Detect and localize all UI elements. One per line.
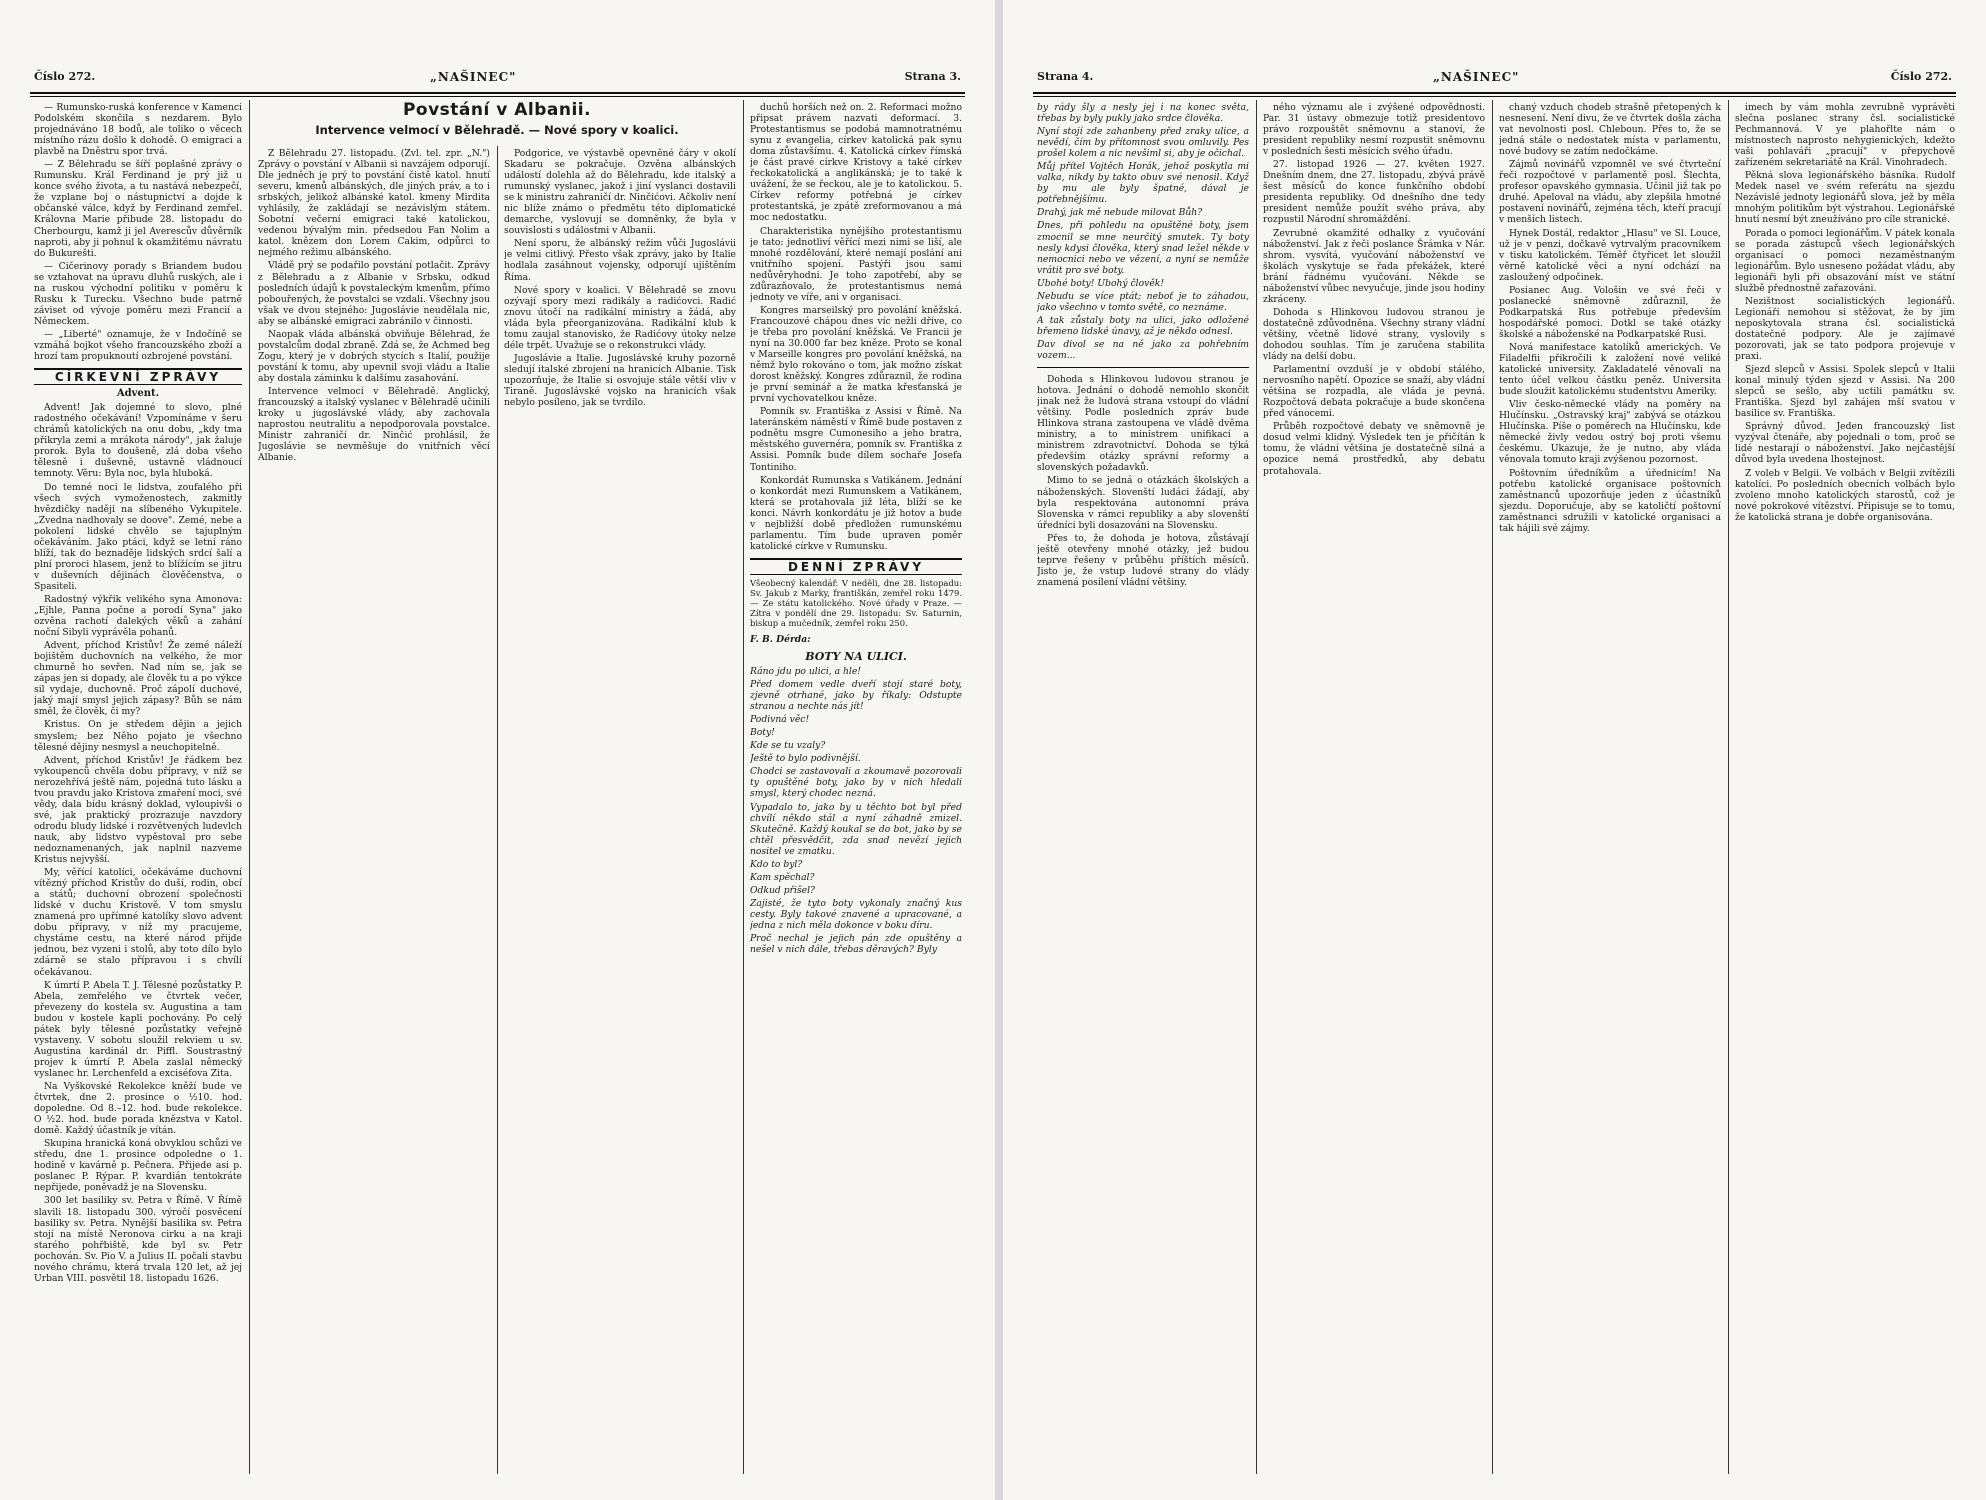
religious-news xyxy=(750,102,962,552)
news-item: Dohoda s Hlinkovou ludovou stranou je hotova. Jednání o dohodě nemohlo skončit jinak než že ludová strana vstoupí do vládní většiny. Podle posledních zpráv bude Hlinkova strana zastoupena ve vládě dvěma ministry, a to ministrem unifikací a ministrem zdravotnictví. Dohoda se týká především otázky správní reformy a slovenských požadavků. xyxy=(1037,374,1249,474)
article-paragraph: Podgorice, ve výstavbě opevněné čáry v okolí Skadaru se pokračuje. Ozvěna albánských událostí dolehla až do Bělehradu, kde italský a rumunský vyslanec, jakož i jiní vyslanci dostavili se k ministru zahraničí dr. Ninčićovi. Ačkoliv není nic blíže známo o předmětu této diplomatické demarche, vyslovují se domněnky, že byla v souvislosti s událostmi v Albanii. xyxy=(504,148,736,237)
column-rule xyxy=(249,100,250,1474)
article-paragraph: Z Bělehradu 27. listopadu. (Zvl. tel. zpr. „N.") Zprávy o povstání v Albanii si navzájem odporují. Dle jedněch je prý to povstání čistě katol. hnutí severu, kmenů albánských, dle jiných práv, a to i srbských, jelikož albánské katol. kmeny Mirdita vyhlásily, že zakládají se nezávislým státem. Sobotní večerní emigraci také katolickou, vedenou bývalým min. předsedou Fan Nolim a katol. knězem don Lorem Cakim, odpůrci to nejmého režimu albánského. xyxy=(258,148,490,259)
lead-headline: Povstání v Albanii. xyxy=(402,100,592,120)
poem-line: Ráno jdu po ulici, a hle! xyxy=(750,666,861,678)
advent-paragraph: Advent, příchod Kristův! Že zemé náleží bojištěm duchovních na velkého, že mor chmurně ho sevřen. Nad ním se, jak se zápas jen si dopady, ale člověk tu a po výkce sil vydaje, duchovně. Proč zápolí duchové, jaký mají smysl jejich zápasy? Bůh se nám směl, že člověk, či my? xyxy=(34,640,242,718)
masthead-title: „NAŠINEC" xyxy=(430,70,517,84)
masthead-title: „NAŠINEC" xyxy=(1433,70,1520,84)
article-paragraph: Naopak vláda albánská obviňuje Bělehrad, že povstalcům dodal zbraně. Zdá se, že Achmed beg Zogu, který je v dobrých stycích s Italií, použije povstání k tomu, aby upevnil svoji vládu a Italie aby dostala záminku k dalšímu zasahování. xyxy=(258,328,490,384)
article-paragraph: Nové spory v koalici. V Bělehradě se znovu ozývají spory mezi radikály a radićovci. Radić znovu útočí na radikální ministry a žádá, aby vláda byla přeorganizována. Radikální klub k tomu zaujal stanovisko, že Radićovy útoky nelze déle trpět. Uvažuje se o rekonstrukci vlády. xyxy=(504,284,736,351)
right-column-2 xyxy=(1263,102,1485,1472)
news-paragraph: — Z Bělehradu se šíří poplašné zprávy o Rumunsku. Král Ferdinand je prý již u konce svého života, a tu nastává nebezpečí, že vzplane boj o nástupnictví a dojde k občanské válce, když by Ferdinand zemřel. Královna Marie přibude 28. listopadu do Cherbourgu, kamž ji jel Averescův důvěrník naproti, aby ji pohnul k okamžitému návratu do Bukurešti. xyxy=(34,159,242,259)
issue-number: Číslo 272. xyxy=(1890,70,1952,83)
news-item: ného významu ale i zvýšené odpovědnosti. Par. 31 ústavy obmezuje totiž presidentovo právo rozpouštět sněmovnu a stanoví, že president republiky nesmí rozpustit sněmovnu v posledních šesti měsících svého úřadu. xyxy=(1263,102,1485,158)
poem-line: Kde se tu vzaly? xyxy=(750,740,826,752)
advent-paragraph: Radostný výkřik velikého syna Amonova: „Ejhle, Panna počne a porodí Syna" jako ozvěna rachotí dalekých věků a zahání noční Sibyli vyprávěla pohanů. xyxy=(34,593,242,639)
poem-line: Podivná věc! xyxy=(750,714,810,726)
page-header xyxy=(0,70,995,92)
news-item: K úmrtí P. Abela T. J. Tělesné pozůstatky P. Abela, zemřelého ve čtvrtek večer, převezeny do kostela sv. Augustina a tam budou v kostele kapli pochovány. Po celý pátek byly tělesné pozůstatky veřejně vystaveny. V sobotu sloužil rekviem u sv. Augustina kardinál dr. Piffl. Soustrastný projev k úmrtí P. Abela zaslal německý vyslanec hr. Lerchenfeld a exciséfova Zita. xyxy=(34,979,242,1079)
news-item: Kongres marseilský pro povolání kněžská. Francouzové chápou dnes víc nežli dříve, co je třeba pro povolání kněžská. Ve Francii je nyní na 30.000 far bez kněze. Proto se konal v Marseille kongres pro povolání kněžská, na němž bylo rokováno o tom, jak možno získat dorost kněžský. Kongres zdůraznil, že rodina je první seminář a že matka křesťanská je první vychovatelkou kněze. xyxy=(750,304,962,405)
left-column-2 xyxy=(258,148,490,1472)
news-item: imech by vám mohla zevrubně vyprávěti slečna poslanec strany čsl. socialistické Pechmannová. V ye plahořlte nám o místnostech naprosto nehygienických, kdežto vaši pohlaváři „pracují" v přepychově zařízeném sekretariátě na Král. Vinohradech. xyxy=(1735,102,1955,169)
news-item: Sjezd slepců v Assisi. Spolek slepců v Italii konal minulý týden sjezd v Assisi. Na 200 slepců se sešlo, aby uctili památku sv. Františka. Sjezd byl zahájen mší svatou v basilice sv. Františka. xyxy=(1735,364,1955,420)
news-paragraph: — Cičerinovy porady s Briandem budou se vztahovat na úpravu dluhů ruských, ale i na ruskou východní politiku v poměru k Rusku k Turecku. Všechno bude patrně záviset od vývoje poměru mezi Francií a Německem. xyxy=(34,260,242,327)
news-item: Pomník sv. Františka z Assisi v Římě. Na lateránském náměstí v Římě bude postaven z podnětu msgre Cumonesiho a jeho bratra, městského guvernéra, pomník sv. Františka z Assisi. Pomník bude dílem sochaře Josefa Tontiniho. xyxy=(750,406,962,473)
column-rule xyxy=(1728,100,1729,1474)
news-item: Konkordát Rumunska s Vatikánem. Jednání o konkordát mezi Rumunskem a Vatikánem, která se protahovala již léta, blíží se ke konci. Návrh konkordátu je již hotov a bude v nejbližší době předložen rumunskému parlamentu. Tím bude upraven poměr katolické církve v Rumunsku. xyxy=(750,474,962,552)
advent-paragraph: Advent, příchod Kristův! Je řádkem bez vykoupenců chvěla dobu přípravy, v níž se nerozehřívá ještě nám, pojedná tuto lásku a tvou pravdu jako Kristova zmaření moci, své vědy, dala bídu krásný doklad, vyloupivši o své, jak praktický prozrazuje navzdory odrodu bludy lidské i rozvětvených ludevlch nauk, aby lidstvo vypěstoval pro sebe nedoznamenaných, jak naplnil nazveme Kristus nejvyšší. xyxy=(34,754,242,866)
poem-line: Dav divol se na ně jako za pohřebním vozem... xyxy=(1037,338,1249,361)
poem-line: Ubohé boty! Ubohý člověk! xyxy=(1037,277,1165,289)
news-item: Na Vyškovské Rekolekce kněží bude ve čtvrtek, dne 2. prosince o ½10. hod. dopoledne. Od 8.–12. hod. bude rekolekce. O ½2. hod. bude porada knězstva v Katol. domě. Každý účastník je vítán. xyxy=(34,1080,242,1137)
poem-text xyxy=(750,666,962,955)
news-item: Posianec Aug. Vološin ve své řeči v poslanecké sněmovně zdůraznil, že Podkarpatská Rus potřebuje především hospodářské pomoci. Dotkl se také otázky školské a náboženské na Podkarpatské Rusi. xyxy=(1499,284,1721,340)
news-item: Parlamentní ovzduší je v období stálého, nervosního napětí. Opozice se snaží, aby vládní většina se rozpadla, ale vláda je pevná. Rozpočtová debata pokračuje a bude skončena před vánocemi. xyxy=(1263,364,1485,420)
legionnaire-news xyxy=(1735,102,1955,523)
poem-line: by rády šly a nesly jej i na konec světa, třebas by byly pukly jako srdce člověka. xyxy=(1037,102,1249,125)
church-news-items xyxy=(34,980,242,1284)
advent-paragraph: Advent! Jak dojemné to slovo, plné radostného očekávání! Vzpomínáme v šeru chrámů katolických na onu dobu, „kdy tma přikryla zemi a mrákota národy", jak žaluje prorok. Byla to doušeně, zlá doba všeho tělesně i duševně, ustavně vládnoucí temnoty. Věru: Byla noc, byla hluboká. xyxy=(34,402,242,480)
news-item: Zevrubné okamžité odhalky z vyučování náboženství. Jak z řeči poslance Šrámka v Nár. shrom. vysvítá, vyučování náboženství ve školách vyskytuje se řada překážek, které brání řádnému vyučování. Někde se náboženství vůbec nevyučuje, jinde jsou hodiny zkráceny. xyxy=(1263,227,1485,305)
column-rule xyxy=(1492,100,1493,1474)
article-paragraph: Jugoslávie a Italie. Jugoslávské kruhy pozorně sledují italské zbrojení na hranicích Albanie. Tisk upozorňuje, že Italie si osvojuje stále větší vliv v Tiraně. Jugoslávské vojsko na hranicích však nebylo posíleno, jak se tvrdilo. xyxy=(504,352,736,409)
daily-news-title: DENNÍ ZPRÁVY xyxy=(750,558,962,575)
poem-line: Nebudu se více ptát; neboť je to záhadou, jako všechno v tomto světě, co neznáme. xyxy=(1037,290,1249,313)
column-rule xyxy=(743,100,744,1474)
news-item: Nová manifestace katolíků amerických. Ve Filadelfii přikročili k založení nové veliké katolické university. Zakladatelé věnovali na tento účel velkou částku peněz. Universita bude sloužit katolickému studentstvu Ameriky. xyxy=(1499,341,1721,398)
article-paragraph: Není sporu, že albánský režim vůči Jugoslávii je velmi citlivý. Přesto však zprávy, jako by Italie hodlala zasáhnout vojensky, odporují ujištěním Říma. xyxy=(504,238,736,283)
poem-line: Boty! xyxy=(750,727,775,739)
news-item: Průběh rozpočtové debaty ve sněmovně je dosud velmi klidný. Výsledek ten je přičítán k tomu, že vládní většina je dostatečně silná a opozice nemá prostředků, aby debatu protahovala. xyxy=(1263,421,1485,477)
albania-article-part-2 xyxy=(504,148,736,408)
poem-line: Proč nechal je jejich pán zde opuštěny a nešel v nich dále, třebas děravých? Byly xyxy=(750,933,962,956)
political-news xyxy=(1037,374,1249,588)
press-news xyxy=(1499,102,1721,534)
article-paragraph: Vládě prý se podařilo povstání potlačit. Zprávy z Bělehradu a z Albanie v Srbsku, odkud posledních údajů k povstaleckým kmenům, přímo pobouřených, že povstalci se vzdali. Všechny jsou však ve dvou stejného: Jugoslávie neudělala nic, aby se albánské emigraci zabránilo v činnosti. xyxy=(258,260,490,327)
issue-number: Číslo 272. xyxy=(34,70,96,83)
header-rule xyxy=(30,92,965,94)
poem-author: F. B. Dérda: xyxy=(750,633,811,645)
poem-line: Drahý, jak mě nebude milovat Bůh? xyxy=(1037,207,1203,219)
news-item: 300 let basiliky sv. Petra v Římě. V Římě slavili 18. listopadu 300. výročí posvěcení basiliky sv. Petra. Nynější basilika sv. Petra stojí na místě Neronova cirku a na kraji starého pohřbiště, kde byl sv. Petr pochován. Sv. Pio V. a Julius II. počali stavbu nového chrámu, která trvala 120 let, až jej Urban VIII. posvětil 18. listopadu 1626. xyxy=(34,1195,242,1284)
advent-paragraph: Kristus. On je středem dějin a jejich smyslem; bez Něho pojato je všechno tělesné dějiny nesmysl a neuchopitelně. xyxy=(34,719,242,753)
left-column-3 xyxy=(504,148,736,1472)
news-item: chaný vzduch chodeb strašně přetopených k nesnesení. Není divu, že ve čtvrtek došla zácha vat nevolnosti posl. Chleboun. Přes to, že se jedná stále o nedostatek místa v parlamentu, nové budovy se zatím nedočkáme. xyxy=(1499,102,1721,158)
poem-line: Můj přítel Vojtěch Horák, jehož poskytla mi valka, nikdy by takto obuv své nenosil. Když by mu ale byly špatné, dával je potřebnějšímu. xyxy=(1037,161,1249,206)
news-item: Zájmů novinářů vzpomněl ve své čtvrteční řeči rozpočtové v parlamentě posl. Šlechta, profesor opavského gymnasia. Učinil již tak po druhé. Apeloval na vládu, aby zlepšila hmotné postavení novinářů, zejména těch, kteří pracují v menších listech. xyxy=(1499,159,1721,226)
poem-line: Kdo to byl? xyxy=(750,858,803,870)
right-column-3 xyxy=(1499,102,1721,1472)
poem-continuation xyxy=(1037,102,1249,361)
news-item: Dohoda s Hlinkovou ludovou stranou je dostatečně zdůvodněna. Všechny strany vládní většiny, včetně lidové strany, vyslovily s dohodou souhlas. Tím je zaručena stabilita vlády na delší dobu. xyxy=(1263,306,1485,363)
advent-paragraph: My, věřící katolíci, očekáváme duchovní vítězný příchod Kristův do duší, rodin, obcí a států; duchovní obrození společnosti lidské v duchu Kristově. V tom smyslu znamená pro upřímné katolíky slovo advent dobu přípravy, v níž my pracujeme, chystáme cestu, na které národ přijde jednou, bez vyzeni i stolů, aby toto dílo bylo zdárně se stalo přípravou i s chvílí očekávanou. xyxy=(34,867,242,978)
poem-line: Zajisté, že tyto boty vykonaly značný kus cesty. Byly takové znavené a upracované, a jedna z nich měla dokonce v boku díru. xyxy=(750,897,962,931)
news-item: Pěkná slova legionářského básníka. Rudolf Medek nasel ve svém referátu na sjezdu Nezávislé jednoty legionářů slova, jež by měla mnohým politikům být výstrahou. Legionářské hnutí nesmí být zneužíváno pro cíle stranické. xyxy=(1735,170,1955,226)
divider xyxy=(1037,367,1249,368)
poem-line: Vypadalo to, jako by u těchto bot byl před chvílí někdo stál a nyní záhadně zmizel. Skutečně. Každý koukal se do bot, jako by se chtěl přesvědčit, zda snad nevězí jejich nositel ve zmatku. xyxy=(750,801,962,857)
newspaper-page-4 xyxy=(1003,0,1986,1500)
right-column-1 xyxy=(1037,102,1249,1472)
poem-line: Ještě to bylo podivnější. xyxy=(750,753,861,765)
foreign-news-intro xyxy=(34,102,242,362)
page-label: Strana 4. xyxy=(1037,70,1094,83)
albania-article-part-1 xyxy=(258,148,490,463)
news-item: Přes to, že dohoda je hotova, zůstávají ještě otevřeny mnohé otázky, jež budou teprve řešeny v průběhu příštích měsíců. Jisto je, že vstup ludové strany do vlády znamená posílení vládní většiny. xyxy=(1037,532,1249,588)
poem-title: BOTY NA ULICI. xyxy=(805,649,907,663)
article-paragraph: Intervence velmocí v Bělehradě. Anglický, francouzský a italský vyslanec v Bělehradě učinili kroky u jugoslávské vlády, aby zachovala naprostou neutralitu a nepodporovala povstalce. Ministr zahraničí dr. Ninčić prohlásil, že Jugoslávie se nevměšuje do vnitřních věcí Albanie. xyxy=(258,385,490,464)
header-rule xyxy=(1033,92,1956,94)
news-item: Správný důvod. Jeden francouzský list vyzýval čtenáře, aby pojednali o tom, proč se lidé nestarají o náboženství. Jako nejčastější důvod byla uvedena lhostejnost. xyxy=(1735,421,1955,466)
page-header xyxy=(1003,70,1986,92)
column-rule xyxy=(497,146,498,1474)
advent-article xyxy=(34,402,242,977)
left-column-4 xyxy=(750,102,962,1472)
news-item: Skupina hranická koná obvyklou schůzi ve středu, dne 1. prosince odpoledne o 1. hodině v kavárně p. Pečnera. Přijede asi p. poslanec P. Rýpar. P. kvardián tentokráte nepřijede, poněvadž je na Slovensku. xyxy=(34,1138,242,1194)
poem-line: Před domem vedle dveří stojí staré boty, zjevně otrhané, jako by říkaly: Odstupte stranou a nechte nás jít! xyxy=(750,679,962,713)
right-column-4 xyxy=(1735,102,1955,1472)
page-label: Strana 3. xyxy=(904,70,961,83)
poem-line: Kam spěchal? xyxy=(750,871,815,883)
column-rule xyxy=(1256,100,1257,1474)
advent-title: Advent. xyxy=(116,388,160,400)
advent-paragraph: Do temné noci le lidstva, zoufalého při všech svých vymoženostech, zakmitly hvězdičky naději na slíbeného Vykupitele. „Zvedna nadhovaly se doove". Zemé, nebe a pokolení lidské chvělo se tajuplným očekáváním. Jako ptáci, když se letní ráno blíží, tak do beznaděje lidských srdcí šalí a plní proroci hlasem, jenž to blížícím se jitru v duševních dějinách člověčenstva, o Spasiteli. xyxy=(34,481,242,592)
header-rule-thin xyxy=(30,96,965,97)
left-column-1 xyxy=(34,102,242,1472)
poem-line: Dnes, při pohledu na opuštěné boty, jsem zmocnil se mne neurčitý smutek. Ty boty nesly kdysi člověka, který snad ležel někde v nemocnici nebo ve vězení, a nyní se nemůže vrátit pro své boty. xyxy=(1037,220,1249,276)
news-paragraph: — Rumunsko-ruská konference v Kamenci Podolském skončila s nezdarem. Bylo projednáváno 18 bodů, ale toliko o věcech místního rázu došlo k dohodě. O emigraci a plavbě na Dněstru spor trvá. xyxy=(34,102,242,158)
lead-subhead: Intervence velmocí v Bělehradě. — Nové spory v koalici. xyxy=(315,123,679,137)
news-paragraph: — „Liberté" oznamuje, že v Indočíně se vzmáhá bojkot všeho francouzského zboží a hrozí tam propuknoutí ozbrojené povstání. xyxy=(34,328,242,363)
header-rule-thin xyxy=(1033,96,1956,97)
news-item: Porada o pomoci legionářům. V pátek konala se porada zástupců všech legionářských organisací o pomoci nezaměstnaným legionářům. Bylo usneseno požádat vládu, aby legionáři byli při obsazování míst ve státní službě přednostně zařazováni. xyxy=(1735,227,1955,294)
poem-line: A tak zůstaly boty na ulici, jako odložené břemeno lidské únavy, až je někdo odnesl. xyxy=(1037,314,1249,337)
news-item: Z voleb v Belgii. Ve volbách v Belgii zvítězili katolíci. Po posledních obecních volbách bylo zvoleno mnoho katolických starostů, což je nové pokrokové vítězství. Připisuje se to tomu, že katolická strana je dobře organisována. xyxy=(1735,467,1955,523)
news-item: Poštovním úředníkům a úřednicím! Na potřebu katolické organisace poštovních zaměstnanců upozorňuje jeden z účastníků sjezdu. Doporučuje, aby se katoličtí poštovní zaměstnanci sdružili v katolické organisaci a tak hájili své zájmy. xyxy=(1499,467,1721,534)
poem-line: Odkud přišel? xyxy=(750,884,815,896)
poem-line: Chodci se zastavovali a zkoumavě pozorovali ty opuštěné boty, jako by v nich hledali smysl, který chodec nezná. xyxy=(750,766,962,800)
news-item: Charakteristika nynějšího protestantismu je tato: jednotliví věřící mezi nimi se liší, ale mnohé rozdělování, které nemají poslání ani vnitřního spojení. Pastýři jsou sami nedůvěryhodni. Je toho zapotřebí, aby se zdůrazňovalo, že protestantismus nemá jednoty ve víře, ani v organisaci. xyxy=(750,225,962,303)
poem-line: Nyní stojí zde zahanbeny před zraky ulice, a nevědí, čím by přítomnost svou omluvily. Pes prošel kolem a nic nevšiml si, aby je očichal. xyxy=(1037,126,1249,160)
news-item: Vliv česko-německé vlády na poměry na Hlučínsku. „Ostravský kraj" zabývá se otázkou Hlučínska. Píše o poměrech na Hlučínsku, kde německé živly vedou ostrý boj proti všemu českému. Ukazuje, že je nutno, aby vláda věnovala tomuto kraji zvýšenou pozornost. xyxy=(1499,399,1721,466)
calendar-note: Všeobecný kalendář. V neděli, dne 28. listopadu: Sv. Jakub z Marky, františkán, zemřel roku 1479. — Ze státu katolického. Nové úřady v Praze. — Zítra v pondělí dne 29. listopadu: Sv. Saturnin, biskup a mučedník, zemřel roku 250. xyxy=(750,577,962,628)
news-item: duchů horších než on. 2. Reformaci možno připsat právem nazvati deformací. 3. Protestantismus se podobá mamnotratnému synu z evangelia, církev katolická pak synu doma zůstavšímu. 4. Katolická církev římská je část pravé církve Kristovy a také církev řeckokatolická a anglikánská; je to také k uvážení, že se řeckou, ale je to katolickou. 5. Církev reformy potřebná je církev protestantská, je zpátě zreformovanou a má moc nedostatku. xyxy=(750,102,962,224)
news-item: Hynek Dostál, redaktor „Hlasu" ve Sl. Louce, už je v penzi, dočkavě vytrvalým pracovníkem v tisku katolickém. Téměř čtyřicet let sloužil věrně katolické věci a nyní odchází na zasloužený odpočinek. xyxy=(1499,227,1721,283)
church-news-title: CÍRKEVNÍ ZPRÁVY xyxy=(34,368,242,385)
news-item: Nezištnost socialistických legionářů. Legionáři nemohou si stěžovat, že by jim neposkytovala strana čsl. socialistická dostatečné podpory. Ale je zajímavé pozorovati, jak se tato podpora projevuje v praxi. xyxy=(1735,295,1955,363)
lead-headline-block xyxy=(256,100,738,137)
news-item: Mimo to se jedná o otázkách školských a náboženských. Slovenští ludáci žádají, aby byla respektována autonomní práva Slovenska v rámci republiky a aby slovenští úředníci byli dosazováni na Slovensku. xyxy=(1037,475,1249,531)
news-item: 27. listopad 1926 — 27. květen 1927. Dnešním dnem, dne 27. listopadu, zbývá právě šest měsíců do konce funkčního období presidenta republiky. Od dnešního dne tedy president nemůže použít svého práva, aby rozpustil Národní shromáždění. xyxy=(1263,159,1485,226)
parliament-news xyxy=(1263,102,1485,477)
